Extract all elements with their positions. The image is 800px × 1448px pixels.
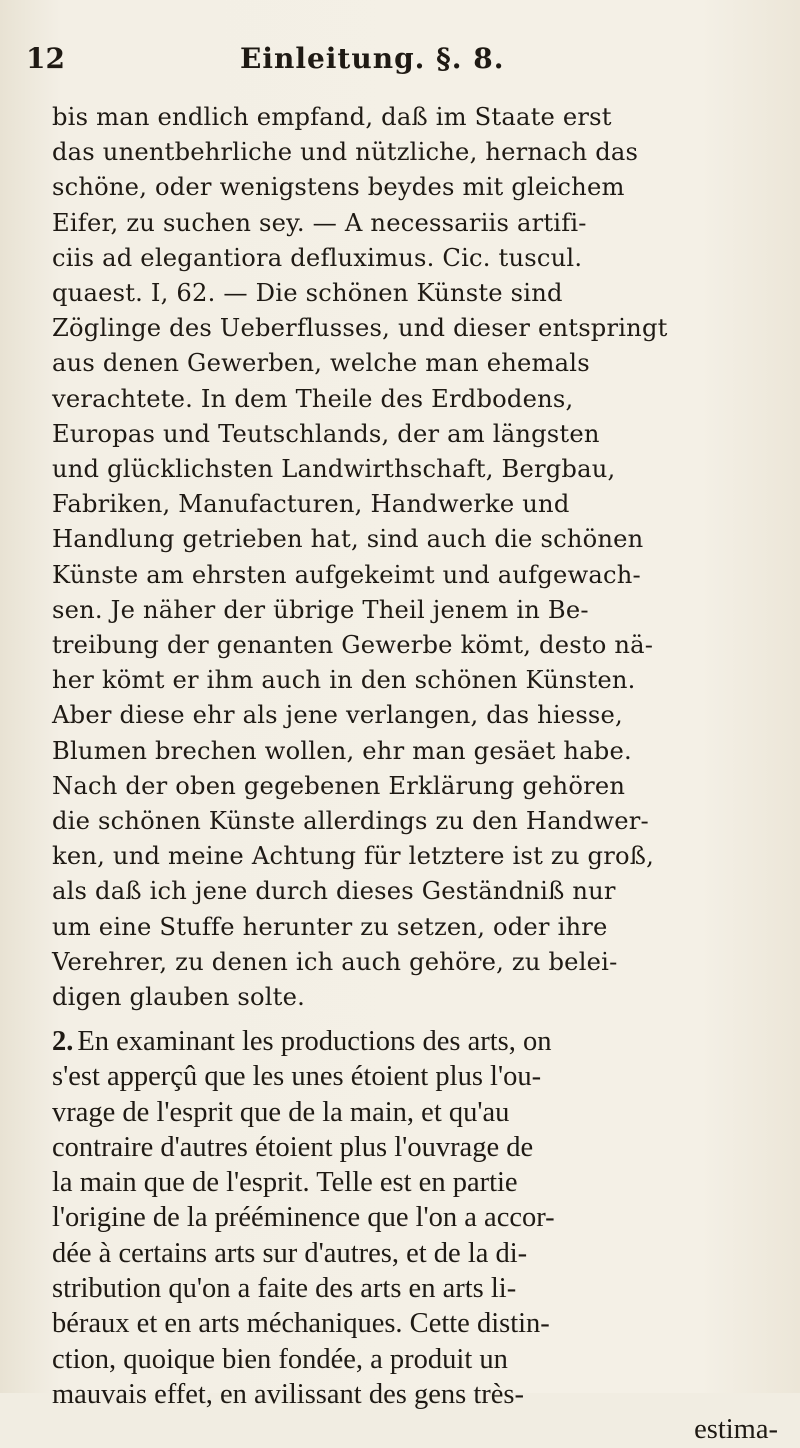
text-line: Zöglinge des Ueberflusses, und dieser entspringt: [52, 314, 668, 343]
text-line: die schönen Künste allerdings zu den Handwer-: [52, 807, 649, 836]
text-line: la main que de l'esprit. Telle est en partie: [52, 1167, 518, 1199]
text-line: Künste am ehrsten aufgekeimt und aufgewach-: [52, 560, 641, 589]
text-line: verachtete. In dem Theile des Erdbodens,: [52, 384, 574, 413]
running-title: Einleitung. §. 8.: [240, 42, 505, 75]
text-line: Europas und Teutschlands, der am längsten: [52, 419, 600, 448]
text-line: contraire d'autres étoient plus l'ouvrage de: [52, 1131, 534, 1163]
text-line: und glücklichsten Landwirthschaft, Bergbau,: [52, 455, 616, 484]
text-line: aus denen Gewerben, welche man ehemals: [52, 349, 590, 378]
text-line: quaest. I, 62. — Die schönen Künste sind: [52, 279, 563, 308]
text-line: bis man endlich empfand, daß im Staate erst: [52, 103, 612, 131]
text-line: digen glauben solte.: [52, 983, 305, 1012]
text-line: das unentbehrliche und nützliche, hernach das: [52, 138, 639, 167]
text-line: her kömt er ihm auch in den schönen Künsten.: [52, 666, 636, 695]
text-line: Eifer, zu suchen sey. — A necessariis artifi-: [52, 208, 587, 237]
text-line: Aber diese ehr als jene verlangen, das hiesse,: [52, 701, 623, 730]
text-line: s'est apperçû que les unes étoient plus l'ou-: [52, 1061, 542, 1093]
text-line: Nach der oben gegebenen Erklärung gehören: [52, 771, 626, 800]
text-line: Verehrer, zu denen ich auch gehöre, zu belei-: [52, 947, 618, 976]
french-paragraph: [52, 1024, 778, 1448]
page-header: [0, 42, 800, 82]
text-line-content: En examinant les productions des arts, on: [77, 1026, 552, 1057]
text-line: l'origine de la prééminence que l'on a accor-: [52, 1202, 555, 1234]
text-line: vrage de l'esprit que de la main, et qu'au: [52, 1096, 510, 1128]
text-line: stribution qu'on a faite des arts en arts li-: [52, 1273, 517, 1305]
text-line: um eine Stuffe herunter zu setzen, oder ihre: [52, 912, 608, 941]
text-line: Handlung getrieben hat, sind auch die schönen: [52, 525, 644, 554]
text-line: ciis ad elegantiora defluximus. Cic. tuscul.: [52, 243, 583, 272]
text-line: dée à certains arts sur d'autres, et de la di-: [52, 1237, 528, 1269]
text-line: béraux et en arts méchaniques. Cette distin-: [52, 1308, 550, 1340]
section-number: 2.: [52, 1026, 74, 1057]
text-line: estima-: [694, 1414, 778, 1446]
text-line: Fabriken, Manufacturen, Handwerke und: [52, 490, 570, 519]
text-line: schöne, oder wenigstens beydes mit gleichem: [52, 173, 625, 202]
text-line: sen. Je näher der übrige Theil jenem in Be-: [52, 595, 589, 624]
page-number: 12: [26, 42, 65, 75]
text-line: Blumen brechen wollen, ehr man gesäet habe.: [52, 736, 632, 765]
text-line: [52, 1024, 778, 1059]
text-line: als daß ich jene durch dieses Geständniß nur: [52, 877, 616, 906]
text-line: ken, und meine Achtung für letztere ist zu groß,: [52, 842, 654, 871]
german-paragraph: [52, 100, 778, 1015]
text-line: mauvais effet, en avilissant des gens très-: [52, 1378, 524, 1410]
text-line: treibung der genanten Gewerbe kömt, desto nä-: [52, 631, 654, 660]
text-line: ction, quoique bien fondée, a produit un: [52, 1343, 508, 1375]
